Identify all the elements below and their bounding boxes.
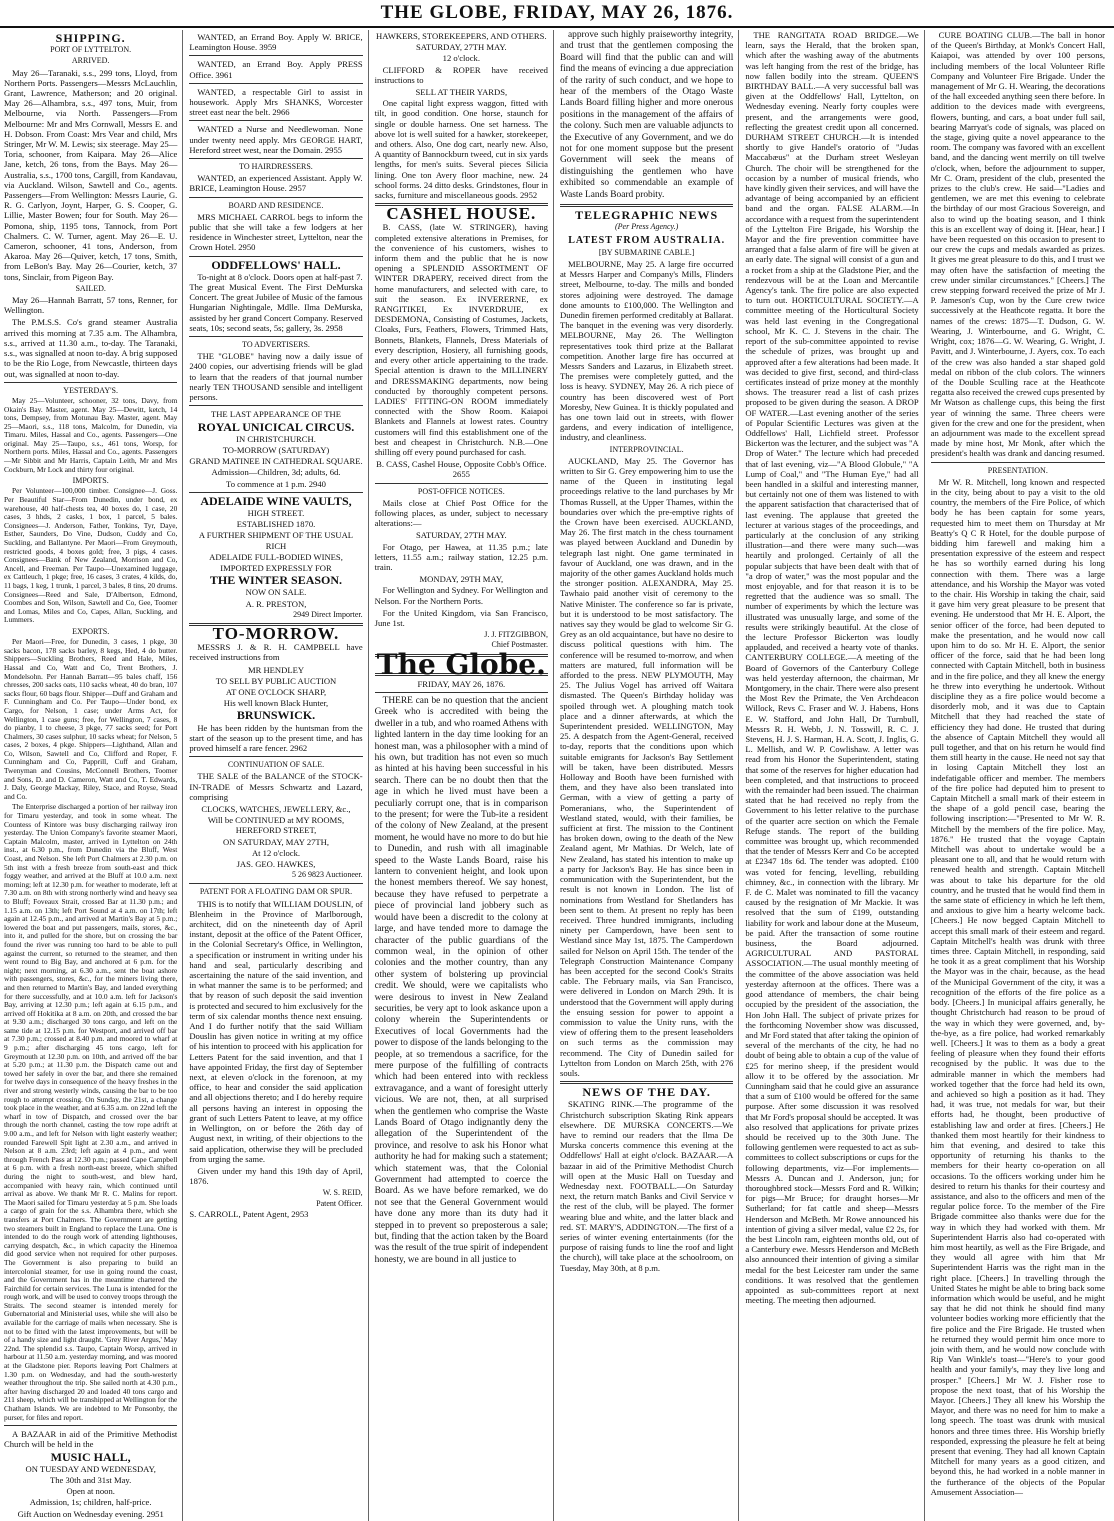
imports-text: Per Volunteer—100,000 timber. Consignee—J. Goss. Per Beautiful Star—From Dunedin, under bond, ex warehouse, 40 half-chests tea, 40 boxes do, 1 case, 20 cases, 3 hhds, 2 casks, 1 box, 1 parcel, 5 bales. Consignees—J. Anderson, Father, Tonkins, Tyr, Daye, Esther, Saunders, Do Vine, Dudson, Cuddy and Co, Suckling, and Ballantyne. Per Maori—From Greymouth, restricted goods, 4 boxes gold; free, 3 pigs, 4 cases. Consignees—Bank of New Zealand, Morrison and Co, Ancell, and Freeman. Per Taupo—Unexamined luggage, ex Cattleuch, 1 pkge; free, 16 cases, 3 crates, 4 kilds, do, 11 bags, 1 keg, 1 trunk, 1 parcel, 3 bales, 8 tins, 20 drums. Consignees—Reed and Sale, D'Albertson, Edmond, Coombes and Son, Wilson, Sawtell and Co, Gee, Toomer and Lomas, Miles and Co, Capes, Allan, Suckling, and Lummers. [4,486,178,625]
arrived-label: ARRIVED. [71,56,110,66]
shipping-heading: SHIPPING. [55,31,126,45]
divider [375,692,548,693]
telegraphic-title: TELEGRAPHIC NEWS [575,208,719,223]
telegraphic-latest: LATEST FROM AUSTRALIA. [568,234,726,246]
circus-admission: Admission—Children, 3d; adults, 6d. [211,467,341,478]
clifford-sell: SELL AT THEIR YARDS, [415,87,508,98]
wine-ship: A FURTHER SHIPMENT OF THE USUAL RICH [198,530,354,551]
campbell-where: His well known Black Hunter, [223,698,329,709]
hairdressers-ad: WANTED, an experienced Assistant. Apply W. BRICE, Leamington House. 2957 [189,173,363,194]
circus-title: ROYAL UNICICAL CIRCUS. [197,419,355,434]
campbell-horse: BRUNSWICK. [236,708,316,723]
wine-season: THE WINTER SEASON. [209,573,343,588]
column-local-news [745,30,924,1521]
masthead [0,0,1114,28]
sailed-label: SAILED. [75,283,106,293]
bazaar-admission: Admission, 1s; children, half-price. [29,1497,152,1508]
leader-cont: approve such highly praiseworthy integrity, and trust that the gentlemen composing the Board will find that the public can and will find the means of evincing a due appreciation of the rarity of such conduct, and we hope to hear of the members of the Otago Waste Lands Board filling higher and more onerous positions in the management of the affairs of the colony. Such men are valuable adjuncts to the Executive of any Government, and we do not for one moment suppose but the present Government will seek the means of distinguishing the gentlemen who have exhibited so commendable an example of Waste Lands Board probity. [559,30,734,200]
divider [189,256,362,257]
advertisers-text: THE "GLOBE" having now a daily issue of 2400 copies, our advertising friends will be glad to learn that the readers of that journal number nearly TEN THOUSAND sensible and intelligent persons. [189,351,363,403]
circus-event: GRAND MATINEE IN CATHEDRAL SQUARE. [189,456,363,467]
columns [4,30,1110,1519]
campbell-desc: He has been ridden by the huntsman from the start of the season up to the present time, and has proved himself a rare fencer. 2962 [189,722,363,753]
post-sig2: Chief Postmaster. [491,640,548,650]
oddfellows-title: ODDFELLOWS' HALL. [211,257,341,272]
post-sat-text: For Otago, per Hawea, at 11.35 p.m.; late letters, 11.55 a.m.; railway station, 12.25 p.m. train. [374,541,548,572]
local-news-text: THE RANGITATA ROAD BRIDGE.—We learn, says the Herald, that the broken span, which after the washing away of the abutments was left hanging from the rest of the bridge, has now fallen bodily into the stream. QUEEN'S BIRTHDAY BALL.—A very successful ball was given at the Oddfellows' Hall, Lyttelton, on Wednesday evening. Nearly forty couples were present, and the arrangements were good, reflecting the greatest credit upon all concerned. DURHAM STREET CHURCH.—It is intended shortly to give Handel's oratorio of "Judas Maccabæus" at the Durham street Wesleyan Church. The choir will be strengthened for the occasion by a number of musical friends, who have kindly given their services, and will have the advantage of being accompanied by an efficient band and the organ. FALSE ALARM.—In accordance with a request from the superintendent of the Lyttelton Fire Brigade, his Worship the Mayor and the fire prevention committee have arranged that a false alarm of fire will be given at an early date. The signal will consist of a gun and a rocket from a ship at the Gladstone Pier, and the rendezvous will be at the Loan and Mercantile Agency's tank. The fire police are also expected to turn out. HORTICULTURAL SOCIETY.—A committee meeting of the Horticultural Society was held last evening in the Congregational school, Mr K. C. J. Stevens in the chair. The report of the sub-committee appointed to revise the schedule of prizes, was brought up and approved after a few alterations had been made. It was decided to give first, second, and third-class certificates instead of prize money at the monthly shows. The treasurer read a list of cash prizes proposed to be given during the season. A DROP OF WATER.—Last evening another of the series of Popular Scientific Lectures was given at the Oddfellows' Hall, Lichfield street. Professor Bickerton was the lecturer, and the subject was "A Drop of Water." The lecture which had preceded that of last evening, viz—"A Blood Globule," "A Lump of Coal," and "The Human Eye," had all been handled in a skilful and interesting manner, but certainly not one of them was listened to with the apparent satisfaction that characterised that of last evening. The applause that greeted the lecturer at various stages of the proceedings, and particularly at the conclusion of any striking illustration—and there were many such—was heartily and prolonged. Certainly of all the popular subjects that have been dealt with that of "a drop of water," was the most popular and the most enjoyable, and for that reason it is to be regretted that the audience was so small. The number of experiments by which the lecture was illustrated was unusually large, and some of the results were strikingly beautiful. At the close of the lecture Professor Bickerton was loudly applauded, and received a hearty vote of thanks. CANTERBURY COLLEGE.—A meeting of the Board of Governors of the Canterbury College was held yesterday afternoon, the chairman, Mr Montgomery, in the chair. There were also present the Most Rev the Primate, the Ven Archdeacon Willock, Revs C. Fraser and W. J. Habens, Hons E. W. Stafford, and John Hall, Dr Turnbull, Messrs R. H. Webb, J. N. Tosswill, R. C. J. Stevens, H. J. S. Harman, H. A. Scott, J. Inglis, G. L. Mellish, and W. P. Cowlishaw. A letter was read from his Honor the Superintendent, stating that some of the reserves for higher education had been completed, and that instructions to proceed with the remainder had been issued. The chairman stated that he had received no reply from the Government to his letter relative to the purchase of the quarter acre section on which the Female Refuge stands. The report of the building committee was brought up, which recommended that the tender of Messrs Kerr and Co be accepted at £2347 18s 6d. The tender was adopted. £100 was voted for fencing, levelling, rebuilding chimney, &c., in connection with the library. Mr F. de C. Malet was nominated to fill the vacancy caused by the resignation of Mr Mackie. It was resolved that the sum of £199, outstanding liability for work and labour done at the Museum, be paid. After the transaction of some routine business, the Board adjourned. AGRICULTURAL AND PASTORAL ASSOCIATION.—The usual monthly meeting of the committee of the above association was held yesterday afternoon at the offices. There was a good attendance of members, the chair being occupied by the president of the association, the Hon John Hall. The subject of private prizes for the forthcoming November show was discussed, and Mr Ford stated that after taking the opinion of several of the merchants of the city, he had no doubt of being able to obtain a cup of the value of £25 for merino sheep, if the president would allow it to be offered by the association. Mr Cunningham said that he could give an assurance that a sum of £100 would be offered for the same purpose. After some discussion it was resolved that Mr Ford's proposal should be accepted. It was also resolved that applications for private prizes should be received up to the 30th June. The following gentlemen were requested to act as sub-committees to collect subscriptions or cups for the following departments, viz—For implements—Messrs A. Duncan and J. Anderson, jun; for thoroughbred stock—Messrs Ford and R. Wilkin; for pigs—Mr Bruce; for draught horses—Mr Sutherland; for fat cattle and sheep—Messrs Henderson and McBeth. Mr Rowe announced his intention of giving a silver medal, value £2 2s, for the best Lincoln ram, eighteen months old, out of a Canterbury ewe. Messrs Henderson and McBeth also announced their intention of giving a similar medal for the best Leicester ram under the same conditions. It was resolved that the gentlemen appointed as sub-committees report at next meeting. The meeting then adjourned. [745,30,919,1306]
wine-est: ESTABLISHED 1870. [236,519,316,530]
cashel-text: B. CASS, (late W. STRINGER), having completed extensive alterations in Premises, for the convenience of his customers, wishes to inform them and the public that he is now opening a SPLENDID ASSORTMENT OF WINTER DRAPERY, received direct from the home manufacturers, and selected with care, to suit the season. Ex INVERERNE, ex RANGITIKEI, Ex INVERDRUIE, ex DESDEMONA, Consisting of Costumes, Jackets, Cloaks, Furs, Feathers, Flowers, Trimmed Hats, Bonnets, Blankets, Flannels, Dress Materials of every description, Hosiery, all furnishing goods, and every other article appertaining to the trade. Special attention is drawn to the MILLINERY and DRESSMAKING departments, now being conducted by thoroughly competent persons. LADIES' FITTING-ON ROOM immediately connected with the Show Room. Kaiapoi Blankets and Flannels at lowest rates. Country customers will find this establishment one of the best and cheapest in Christchurch. N.B.—One shilling off every pound purchased for cash. [374,222,548,457]
cont-date: ON SATURDAY, MAY 27TH, [222,836,330,847]
cont-seller: JAS. GEO. HAWKES, [236,859,316,870]
bazaar-gift: Gift Auction on Wednesday evening. 2951 [17,1508,164,1519]
divider [189,405,362,406]
wine-full: ADELAIDE FULL-BODIED WINES, [209,551,343,562]
campbell-time: AT ONE O'CLOCK SHARP, [225,686,327,697]
circus-time: To commence at 1 p.m. 2940 [226,478,326,489]
leader-text: THERE can be no question that the ancient Greek who is accredited with being the dweller in a tub, and who roamed Athens with lighted lantern in the day time looking for an honest man, was a philosopher with a mind of his own, but tradition has not even so much as hinted at his having been successful in his search. There can be no doubt then that the age in which he lived must have been a peculiarly corrupt one, that is in comparison to the present; for were the Tub-ite a resident of the colony of New Zealand, at the present moment, he would have no more to do but hie to Dunedin, and rush with all imaginable speed to the Waste Lands Board, raise his lantern to convenient height, and look upon the honest members thereof. We say honest, because they have refused to perpetrate a piece of provincial land jobbery such as would have been a discredit to the colony at large, and have tended more to damage the character of the public guardians of the common weal, in the opinion of other colonies and the mother country, than any other system of bolstering up provincial credit. We should, were we capitalists who were desirous to invest in New Zealand securities, be very apt to look askance upon a colony wherein the Superintendents or Executives of local Governments had the power to dispose of the lands belonging to the people, at so tremendous a sacrifice, for the mere purpose of the fulfilling of contracts which had been entered into with reckless extravagance, and a want of foresight utterly vicious. We are not, then, at all surprised when the gentlemen who comprise the Waste Lands Board of Otago indignantly deny the allegation of the Superintendent of the province, and resolve to ask his Honor what authority he had for making such a statement; which statement was, that the Colonial Government had attempted to coerce the Board. As we have before remarked, we do not see that the General Government would have done any more than its duty had it stepped in to prevent so preposterous a sale; but, finding that the action taken by the Board was the result of the true spirit of independent honesty, we are bound in all justice to [374,695,548,1265]
campbell-text: MESSRS J. & R. H. CAMPBELL have received instructions from [189,642,363,663]
bazaar-text: A BAZAAR in aid of the Primitive Methodist Church will be held in the [4,1429,178,1450]
post-title: POST-OFFICE NOTICES. [417,486,505,496]
divider [189,883,362,884]
telegraphic-text: MELBOURNE, May 25. A large fire occurred at Messrs Harper and Company's Mills, Flinders street, Melbourne, to-day. The mills and bonded stores adjoining were destroyed. The damage done amounts to £100,000. The Wellington and Dunedin firemen performed creditably at Ballarat. The banquet in the evening was very disorderly. MELBOURNE, May 26. The Wellington representatives took third prize at the Ballarat competition. Another large fire has occurred at Messrs Sanders and Lazarus, in Elizabeth street. The premises were completely gutted, and the loss is heavy. SYDNEY, May 26. A rich piece of country has been discovered west of Port Moresby, New Guinea. It is thickly populated and has one town laid out in streets, with flower gardens, and every indication of intelligence, industry, and cleanliness. [559,258,734,443]
wine-street: HIGH STREET. [247,507,305,518]
port-heading: PORT OF LYTTELTON. [50,45,132,55]
column-ads [189,30,368,1521]
divider [560,204,733,207]
campbell-to: TO SELL BY PUBLIC AUCTION [215,675,337,686]
post-text: Mails close at Chief Post Office for the following places, as under, subject to necessary alterations:— [374,497,548,529]
divider [189,120,362,121]
patent-officer: W. S. REID, [322,1188,363,1198]
telegraphic-cable: [BY SUBMARINE CABLE.] [598,247,695,257]
cont-items: CLOCKS, WATCHES, JEWELLERY, &c., [201,804,351,814]
yesterday-label: YESTERDAY'S. [63,385,119,395]
bazaar-days: The 30th and 31st May. [50,1475,132,1485]
post-mon-text: For Wellington and Sydney. For Wellington and Nelson. For the Northern Ports. [374,585,548,606]
divider [375,483,548,484]
cont-num: 5 26 9823 Auctioneer. [292,870,363,880]
divider [560,1081,733,1084]
clifford-items: One capital light express waggon, fitted with tilt, in good condition. One horse, staunch for single or double harness. One set harness. The above lot is well suited for a hawker, storekeeper, and others. Also, One dog cart, nearly new. Also, A quantity of Bannockburn tweed, cut in six yards lengths, for men's suits. Several pieces Silicia lining. One ton Avery floor machine, new. 24 school forms. 24 ditto desks. Grindstones, flour in sacks, furniture and miscellaneous goods. 2952 [374,98,548,201]
divider [189,197,362,198]
interprovincial-title: INTERPROVINCIAL. [609,444,684,454]
patent-agent: S. CARROLL, Patent Agent, 2953 [189,1208,309,1219]
column-presentation [931,30,1110,1521]
campbell-from: MR HENDLEY [247,664,305,675]
news-title: NEWS OF THE DAY. [582,1085,711,1100]
hairdressers-label: TO HAIRDRESSERS. [239,162,313,172]
cont-text: THE SALE of the BALANCE of the STOCK-IN-TRADE of Messrs Schwartz and Lazard, comprising [189,771,363,802]
presentation-title: PRESENTATION. [987,465,1048,475]
wine-seller: A. R. PRESTON, [245,598,307,609]
cashel-sig: B. CASS, Cashel House, Opposite Cobb's Office. 2655 [376,459,547,480]
divider [189,756,362,757]
arrived-text: May 26—Taranaki, s.s., 299 tons, Lloyd, from Northern Ports. Passengers—Messrs McLauchlin, Grant, Lawrence, Matherson; and 20 original. May 26—Alhambra, s.s., 497 tons, Muir, from Melbourne, via North. Passengers—From Melbourne: Mr and Mrs Cornwall, Messrs E. and H. Dobson. From Coast: Mrs Vear and child, Mrs Stringer, Mr W. M. Lewis; six steerage. May 25—Toria, schooner, from Kaipara. May 26—Alice Jane, ketch, 26 tons, from the Bays. May 26—Australia, s.s., 1700 tons, Cargill, from Kandavau, via Auckland. Wilson, Sawtell and Co., agents. Passengers—From Wellington: Messrs Laurie, G. R. G. Carlyon, Joynt, Harper, G. S. Cooper, G. Lillie, Master Bowen; four for South. May 26—Pomona, ship, 1195 tons, Tannock, from Port Chalmers. C. W. Turner, agent. May 26—E. U. Cameron, schooner, 41 tons, Anderson, from Akaroa. May 26—Quiver, ketch, 17 tons, Smith, from LeBon's Bay. May 26—Courier, ketch, 37 tons, Sinclair, from Pigeon Bay. [4,67,178,282]
yesterday-text: May 25—Volunteer, schooner, 32 tons, Davy, from Okain's Bay. Master, agent. May 25—Dewitt, ketch, 14 tons, Dempsey, from Motunau Bay. Master, agent. May 25—Maori, s.s., 118 tons, Malcolm, for Dunedin, via Timaru. Miles, Hassal and Co., agents. Passengers—One original. May 25—Taupo, s.s., 461 tons, Worsp, for Northern ports. Miles, Hassal and Co., agents. Passengers—Mr Sibbit and Mr Harris, Captain Leith, Mr and Mrs Cockburn, Mr Lock and thirty four original. [4,395,178,474]
divider [189,158,362,159]
hawkers-date: SATURDAY, 27TH MAY. [415,42,507,53]
ad-errand-boy-1: WANTED, an Errand Boy. Apply W. BRICE, Leamington House. 3959 [189,32,363,53]
circus-top: THE LAST APPEARANCE OF THE [210,409,342,420]
exports-label: EXPORTS. [72,626,110,636]
post-sig: J. J. FITZGIBBON, [484,630,548,640]
bazaar-place: MUSIC HALL, [50,1449,131,1464]
oddfellows-text: To-night at 8 o'clock. Doors open at half-past 7. The great Musical Event. The First DeMurska Concert. The great Jubilee of Music of the famous Hungarian Nightingale, Mdlle. Ilma DeMurska, assisted by her grand Concert Company. Reserved seats, 10s; second seats, 5s; gallery, 3s. 2958 [189,271,363,333]
presentation-text: Mr W. R. Mitchell, long known and respected in the city, being about to pay a visit to the old country, the members of the Fire Police, of which body he has been captain for some years, requested him to meet them on Thursday at Mr Beatty's Q C R Hotel, for the double purpose of bidding him farewell and making him a presentation expressive of the esteem and respect he has so worthily earned during his long connection with them. There was a large attendance, and his Worship the Mayor was voted to the chair. His Worship in taking the chair, said it gave him very great pleasure to be present that evening. He understood that Mr H. E. Alport, the senior officer of the force, had been deputed to make the presentation, and he would now call upon him to do so. Mr H. E. Alport, the senior officer of the force, said that he had been long connected with Captain Mitchell, both in business and in the fire police, and they all knew the energy he threw into everything he undertook. Without discipline they as a fire police would become a disorderly mob, and it was due to Captain Mitchell that they had reached the state of efficiency they had done. He trusted that during the absence of Captain Mitchell they would all pull together, and that on his return he would find them still hearty in the cause. He need not say that in losing Captain Mitchell they lost an indefatigable officer and member. The members of the fire police had deputed him to present to Captain Mitchell a small mark of their esteem in the shape of a gold pencil case, bearing the following inscription:—"Presented to Mr W. R. Mitchell by the members of the fire police. May, 1876." He trusted that the voyage Captain Mitchell was about to undertake would be a pleasant one to all, and that he would return with renewed health and strength. Captain Mitchell was about to take his departure for the old country, and he trusted that he would find them in the same state of efficiency in which he left them, and anxious to give him a hearty welcome back. [Cheers.] He now begged Captain Mitchell to accept this small mark of their esteem and regard. Captain Mitchell's health was drunk with three times three. Captain Mitchell, in responding, said he took it as a great compliment that his Worship the Mayor was in the chair, because, as the head of the Municipal Government of the city, it was a recognition of the efforts of the fire police as a body. [Cheers.] In municipal affairs generally, he thought Christchurch had reason to be proud of the way in which they were governed, and, by-the-bye, as a fire police, had worked remarkably well. [Cheers.] It was to them as a body a great feeling of pleasure when they found their efforts recognised by the public. It was due to the admirable manner in which the members had worked together that the force had held its own, and achieved so high a position as it had. They had, it was true, not medals for war, but their efforts had, he thought, been productive of establishing law and order at fires. [Cheers.] He thanked them most heartily for their kindness to him that evening, and desired to take this opportunity of returning his thanks to the members for their hearty co-operation on all occasions. To the officers working under him he desired to return his thanks for their courtesy and assistance, and also to the officers and men of the regular police force. To the member of the Fire Brigade committee also thanks were due for the way in which they had worked with them. Mr Superintendent Harris also had co-operated with him most heartily, as well as the Fire Brigade, and they would all agree with him that Mr Superintendent Harris was the right man in the right place. [Cheers.] In travelling through the United States he might be able to bring back some information which would be useful, and he might say that he did not think he should find many volunteer bodies working more efficiently that the fire police and the Fire Brigade. He trusted when he returned they would permit him once more to join with them, and he would now conclude with Rip Van Winkle's toast—"Here's to your good health and your family's, may they live long and prosper." [Cheers.] Mr W. J. Fisher rose to propose the next toast, that of his Worship the Mayor. [Cheers.] They all knew his Worship the Mayor, and there was no need for him to make a long speech. The toast was drunk with musical honors and three times three. His Worship briefly responded, expressing the pleasure he felt at being present that evening. They had all known Captain Mitchell for many years as a good citizen, and beyond this, he had worked in a noble manner in the furtherance of the objects of the Popular Amusement Association— [930,476,1105,1497]
column-telegraphic [560,30,739,1521]
shipping-news: The Enterprise discharged a portion of her railway iron for Timaru yesterday, and took in some wheat. The Countess of Kintore was busy discharging railway iron yesterday. The Union Company's favorite steamer Maori, Captain Malcolm, master, arrived in Lyttelton on 24th inst., at 6.30 p.m., from Dunedin via the Bluff, West Coast, and Nelson. She left Port Chalmers at 2.30 p.m. on 5th inst with a fresh breeze from south-east and thick foggy weather, and arrived at the Bluff at 10.0 a.m. next morning; left at 12.30 p.m. for weather to moderate, left at 7.30 a.m. on 8th with strong northerly wind and heavy sea to Bluff; Foveaux Strait, crossed Bar at 11.30 p.m.; and 1.15 a.m. on 13th; left Port Sound at 4 a.m. on 17th; left again at 12.45 p.m., and arrived at Martin's Bay at 5 p.m.; lowered the boat and put passengers, mails, stores, &c., into it, and pulled for the shore, but on crossing the bar found the river was running too hard to be able to pull against the current, so returned to the steamer, and then went round to Big Bay, and anchored at 6 p.m. for the night; next morning, at 6.30 a.m., sent the boat ashore with passengers, stores, &c., for the miners living there, and then returned to Martin's Bay, and landed everything for there successfully, and at 10.0 a.m. left for Jackson's Bay, arriving at 12.30 p.m.; left again at 6.15 p.m., and arrived off Hokitika at 8 a.m. on 20th, and crossed the bar at 9.30 a.m.; discharged 30 tons cargo, and left on the same tide at 12.15 p.m. for Westport, and arrived off bar at 7.30 p.m.; crossed at 8.40 p.m. and moored to wharf at 9 p.m.; after discharging 45 tons cargo, left for Greymouth at 12.30 p.m. on 10th, and arrived off the bar at 5.20 p.m.; at 11.30 p.m. the Dispatch came out and towed her safely in over the bar, and there she remained for twelve days in consequence of the heavy freshes in the river and strong westerly winds, causing the bar to be too rough to attempt crossing. On Sunday, the 21st, a change took place in the weather, and at 6.35 a.m. on 22nd left the wharf in tow of Dispatch, and crossed over the bar through the north channel, casting the tow rope adrift at 9.00 a.m., and left for Nelson with light easterly weather; rounded Farewell Spit light at 2.30 a.m., and arrived in Nelson at 8 a.m. 23rd; left again at 4 p.m., and went through French Pass at 12.30 p.m.; passed Cape Campbell at 6 p.m. with a fresh north-east breeze, which shifted during the night to south-west, and blew hard, accompanied with heavy rain, which continued until arrival as above. We thank Mr R. C. Malins for report. The Maori sailed for Timaru yesterday at 5 p.m. She loads a cargo of grain for the s.s. Alhambra there, which she transfers at Port Chalmers. The Government are getting two steamers built in England to replace the Luna. One is intended to do the rough work of attending lighthouses, carrying despatch, &c., in which capacity the Hinemoa did good service when not required for other purposes. The Government is also preparing to build an intercolonial steamer, for use in going round the coast, and the Government has in the meantime chartered the Fairchild for certain services. The Luna is intended for the rough work, and will be used to convey troops through the Straits. The second steamer is intended merely for Gubernatorial and Ministerial uses, while she will also be available for the carriage of mails when necessary. She is not to be fitted with the latest improvements, but will be of a handy size and light draught. 'Grey River Argus,' May 22nd. The splendid s.s. Taupo, Captain Worsp, arrived in harbour at 11.50 a.m. yesterday morning, and was moored at the Gladstone pier. Reports leaving Port Chalmers at 1.30 p.m. on Wednesday, and had the south-westerly weather throughout the trip. She sailed north at 4.30 p.m., after having discharged 20 and loaded 40 tons cargo and 211 sheep, which will be transhipped at Wellington for the Chatham Islands. We are indebted to Mr Ponsonby, the purser, for files and report. [4,802,178,1422]
bazaar-dates: ON TUESDAY AND WEDNESDAY, [25,1463,156,1474]
cont-label: CONTINUATION OF SALE. [227,760,325,770]
bazaar-open: Open at noon. [66,1486,115,1497]
masthead-title: THE GLOBE, FRIDAY, MAY 26, 1876. [380,2,734,23]
cont-time: At 12 o'clock. [251,847,301,858]
circus-place: IN CHRISTCHURCH. [236,433,316,444]
post-mon: MONDAY, 29TH MAY, [419,574,504,585]
divider [931,462,1105,463]
divider [189,55,362,56]
wine-import: IMPORTED EXPRESSLY FOR [220,562,332,573]
board-ad: MRS MICHAEL CARROL begs to inform the public that she will take a few lodgers at her residence in Winchester street, Lyttelton, near the Crown Hotel. 2950 [189,211,363,253]
column-shipping [4,30,183,1521]
globe-date: FRIDAY, MAY 26, 1876. [417,678,506,689]
column-auctions [375,30,554,1521]
cashel-title: CASHEL HOUSE. [386,204,537,224]
hawkers-time: 12 o'clock. [442,53,480,64]
divider [4,1425,177,1426]
divider [189,83,362,84]
patent-text: THIS is to notify that WILLIAM DOUSLIN, of Blenheim in the Province of Marlborough, architect, did on the nineteenth day of April instant, deposit at the office of the Patent Officer, in the Colonial Secretary's Office, in Wellington, a specification or instrument in writing under his hand and seal, particularly describing and ascertaining the nature of the said invention, and in what manner the same is to be performed; and that by reason of such deposit the said invention is protected and secured to him exclusively for the term of six calendar months thence next ensuing. And I do further notify that the said William Douslin has given notice in writing at my office of his intention to proceed with his application for Letters Patent for the said invention, and that I have appointed Friday, the first day of September next, at eleven o'clock in the forenoon, at my office, to hear and consider the said application and all objections thereto; and I do hereby require all persons having an interest in opposing the grant of such Letters Patent to leave, at my office in Wellington, on or before the 26th day of August next, in writing, of their objections to the said application, otherwise they will be precluded from urging the same. [189,898,363,1164]
shipping-notes: The P.M.S.S. Co's grand steamer Australia arrived this morning at 7.35 a.m. The Alhambra, s.s., arrived at 11.30 a.m., to-day. The Taranaki, s.s., was signalled at noon to-day. A brig supposed to be the Rio Loge, from Newcastle, thirteen days out, was signalled at noon to-day. [4,317,178,379]
divider [189,492,362,493]
sailed-text: May 26—Hannah Barratt, 57 tons, Renner, for Wellington. [4,295,178,316]
divider [189,336,362,337]
wine-title: ADELAIDE WINE VAULTS, [200,493,352,508]
hawkers-title: HAWKERS, STOREKEEPERS, AND OTHERS. [376,31,547,41]
interprovincial-text: AUCKLAND, May 25. The Governor has written to Sir G. Grey empowering him to use the name of the Queen in instituting legal proceedings relative to the land purchases by Mr Thomas Russell, at the Upper Thames, within the boundaries over which the pre-emptive rights of the Crown have been exercised. AUCKLAND, May 26. The first match in the chess tournament was played between Auckland and Dunedin by telegraph last night. One game terminated in favour of Auckland, one was drawn, and in the majority of the other games Auckland holds much the stronger position. ALEXANDRA, May 25. Tawhaio paid another visit of ceremony to the Native Minister. The conference so far is private, but it is understood to be most satisfactory. The natives say they would be glad to welcome Sir G. Grey as an old acquaintance, but have no desire to discuss political questions with him. The conference will be resumed to-morrow, and when matters are matured, full information will be afforded to the press. NEW PLYMOUTH, May 25. The Julius Vogel has arrived off Waitara dismasted. The Queen's Birthday holiday was spoiled through wet. A ploughing match took place and a dinner afterwards, at which the Superintendent presided. WELLINGTON, May 25. A despatch from the Agent-General, received to-day, reports that the conditions upon which suitable emigrants for Jackson's Bay Settlement will be taken, have been distributed. Messrs Holloway and Booth have been furnished with them, and they have also been translated into German, with a view of getting a party of Pomeranians, who, the Superintendent of Westland stated, would, with their families, be sufficient at first. The mission to the Continent has broken down, owing to the death of the New Zealand agent, Mr Mathias. Dr Welch, late of New Zealand, has stated his intention to make up a party for Jackson's Bay. He has since been in communication with the Superintendent, but the result is not known in London. The list of nominations from Westland for Shetlanders has been sent to them. At present no reply has been received. Three hundred immigrants, including ninety per Camperdown, have been sent to Westland since May 1st, 1875. The Camperdown sailed for Nelson on April 15th. The tender of the Telegraph Construction Maintenance Company has been accepted for the second Cook's Straits cable. The February mails, via San Francisco, were delivered in London on March 29th. It is understood that the Government will apply during the ensuing session for power to appoint a commission to value the Unity runs, with the view of offering them to the present leaseholders on such terms as the commission may recommend. The City of Dunedin sailed for Lyttelton from London on March 25th, with 276 souls. [559,455,734,1078]
news-text: SKATING RINK.—The programme of the Christchurch subscription Skating Rink appears elsewhere. DE MURSKA CONCERTS.—We have to remind our readers that the Ilma De Murska concerts commence this evening at the Oddfellows' Hall at eight o'clock. BAZAAR.—A bazaar in aid of the Primitive Methodist Church will open at the Music Hall on Tuesday and Wednesday next. FOOTBALL.—On Saturday next, the return match Banks and Civil Service v the rest of the club, will be played. The former wearing blue and white, and the latter black and red. ST. MARY'S, ADDINGTON.—The first of a series of winter evening entertainments (for the purpose of raising funds to line the roof and light the church), will take place at the schoolroom, on Tuesday, May 30th, at 8 p.m. [559,1099,734,1273]
divider [4,382,177,383]
advertisers-label: TO ADVERTISERS. [242,340,310,350]
exports-text: Per Maori—Free, for Dunedin, 3 cases, 1 pkge, 30 sacks bacon, 178 sacks barley, 8 kegs, Hed, 4 do butter. Shippers—Suckling Brothers, Reed and Hale, Miles, Hassal and Co, Watt and Co, Trent Brothers, J. Mondelsohn. Per Hannah Barratt—95 bales chaff, 156 chresses, 200 sacks oats, 110 sacks wheat, 40 do bran, 107 sacks flour, 60 bags flour. Shipper—Duff and Graham and F. Cunningham and Co. Per Taupo—Under bond, ex Cargo, for Nelson, 1 case; under Arms Act, for Wellington, 1 case guns; free, for Wellington, 7 cases, 8 do pianby, 1 to cheese, 3 pkge, 77 sacks seed; for Port Chalmers, 30 cases sulphur, 10 sacks wheat; for Nelson, 5 cases, 2 boxes, 4 pkge. Shippers—Lighthand, Allan and Co, Wilson, Sawtell and Co, Clifford and Roper, F. Cunningham and Co, Papprill, Cuff and Graham, Twenyman and Cousins, McConnell Brothers, Toomer and Sons, D. and D. Cameron, Watt and Co, T. Edwards, J. Daly, George Mackay, Riley, Stace, and Royse, Stead and Co. [4,637,178,801]
bazaar-ad [4,1429,177,1519]
tomorrow-title: TO-MORROW. [212,623,340,643]
ad-nurse: WANTED a Nurse and Needlewoman. None under twenty need apply. Mrs GEORGE HART, Hereford street west, near the Domain. 2955 [189,124,363,155]
cont-will: Will be CONTINUED at MY ROOMS, HEREFORD STREET, [207,815,345,836]
imports-label: IMPORTS. [72,476,109,486]
post-uk: For the United Kingdom, via San Francisco, June 1st. [374,607,548,628]
ad-girl: WANTED, a respectable Girl to assist in housework. Apply Mrs SHANKS, Worcester street east near the belt. 2966 [189,86,363,118]
circus-when: TO-MORROW (SATURDAY) [222,444,330,455]
wine-num: 2949 Direct Importer. [293,609,363,619]
globe-logo: The Globe. [376,647,546,681]
patent-given: Given under my hand this 19th day of April, 1876. [189,1165,363,1187]
patent-title: Patent Officer. [316,1198,363,1208]
board-label: BOARD AND RESIDENCE. [228,200,324,210]
telegraphic-sub: (Per Press Agency.) [615,222,679,232]
patent-label: PATENT FOR A FLOATING DAM OR SPUR. [199,887,353,897]
boating-text: CURE BOATING CLUB.—The ball in honor of the Queen's Birthday, at Monk's Concert Hall, Kaiapoi, was attended by over 100 persons, including members of the local Volunteer Rifle Company and Volunteer Fire Brigade. Under the management of Mr G. H. Wearing, the decorations of the hall exceeded anything seen there before. In addition to the devices made with evergreens, flowers, bunting, and cars, a boat under full sail, bearing Marryat's code of signals, was placed on the stage, giving quite a novel appearance to the room. The company was favored with an excellent band, and the dancing went merrily on till twelve o'clock, when, before the adjournment to supper, Mr C. Oram, president of the club, presented the prizes to the club's crew. He said—"Ladies and gentlemen, we are met this evening to celebrate the birthday of our most Gracious Sovereign, and also to wind up the boating season, and I think this is an excellent way of doing it. [Hear, hear.] I have been requested on this occasion to present to our crew the cups and medals awarded as prizes. It gives me great pleasure to do this, and I trust we may often have the satisfaction of meeting the crew under similar circumstances." [Cheers.] The crew stepping forward received the prize of Mr J. P. Jameson's Cup, won by the Cure crew twice successively at the Heathcote regatta. It bore the names of the crews: 1875—T. Dudson, G. W. Wearing, J. Winterbourne, and G. Wright, C. Wright, cox; 1876—G. W. Wearing, G. Wright, J. Pavitt, and J. Winterbourne, J. Ayers, cox. To each of the crew was also handed a star shaped gold medal on ribbon of the club colors. The winners of the Double Sculling race at the Heathcote regatta also received the crewed cups presented by Mr Watson as challenge cups, this being the first year of winning the same. Three cheers were given for the crew and one for the president, when an adjournment was made to the excellent spread made by mine host, Mr Monk, after which the president's health was drank and dancing resumed. [930,30,1105,459]
wine-open: NOW ON SALE. [245,587,307,598]
post-sat: SATURDAY, 27TH MAY. [415,530,507,541]
clifford-text: CLIFFORD & ROPER have received instructions to [374,64,548,85]
ad-errand-boy-2: WANTED, an Errand Boy. Apply PRESS Office. 3961 [189,59,363,80]
